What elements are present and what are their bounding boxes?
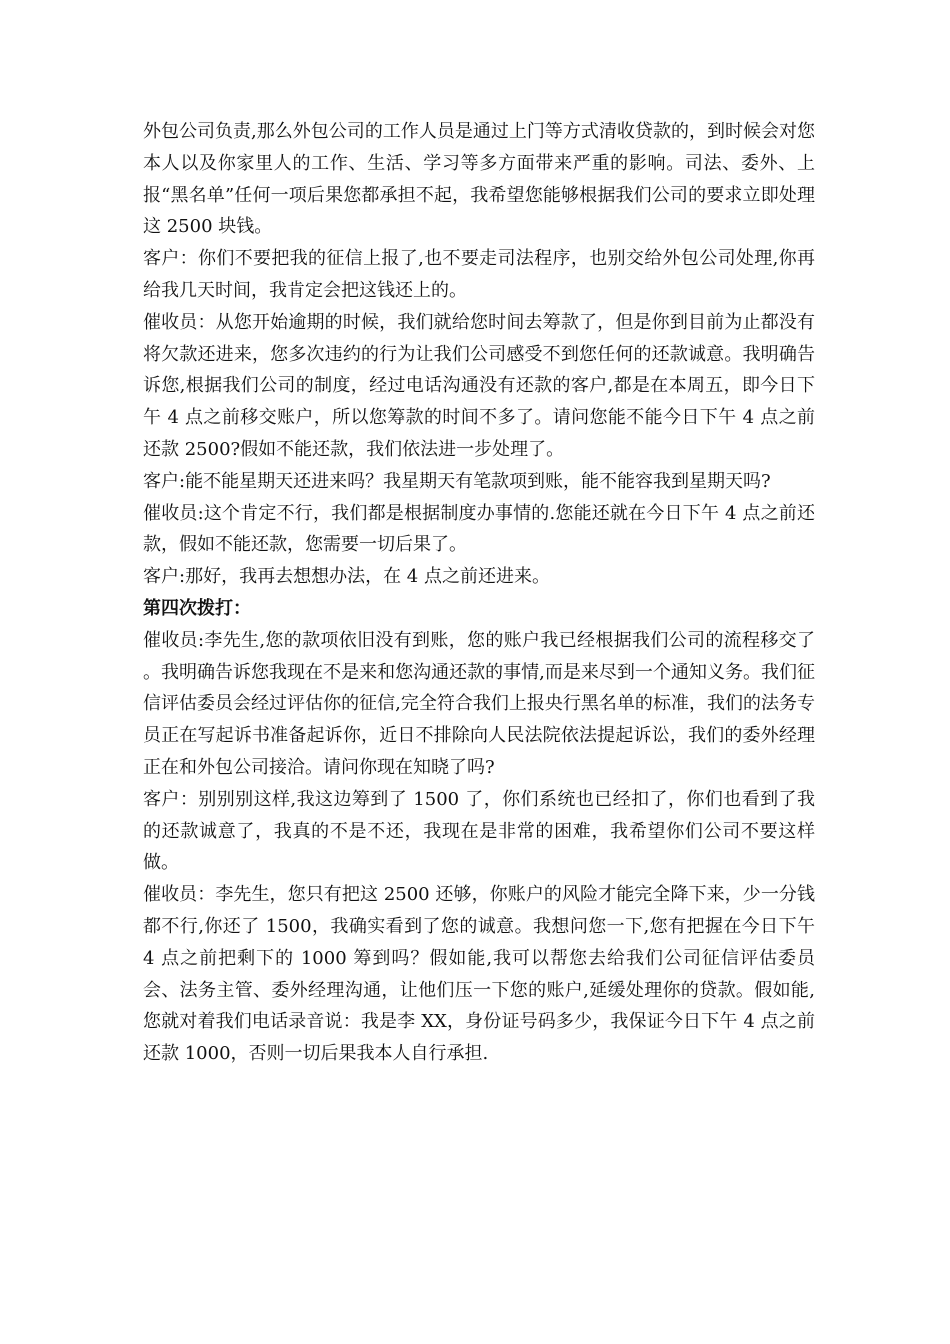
paragraph-consequences: 外包公司负责,那么外包公司的工作人员是通过上门等方式清收贷款的，到时候会对您本人以及你家里人的工作、生活、学习等多方面带来严重的影响。司法、委外、上报“黑名单”任何一项后果您都承担不起，我希望您能够根据我们公司的要求立即处理这 2500 块钱。: [143, 121, 815, 238]
paragraph-collector-deadline: 催收员：从您开始逾期的时候，我们就给您时间去筹款了，但是你到目前为止都没有将欠款还进来，您多次违约的行为让我们公司感受不到您任何的还款诚意。我明确告诉您,根据我们公司的制度，经过电话沟通没有还款的客户,都是在本周五，即今日下午 4 点之前移交账户，所以您筹款的时间不多了。请问您能不能今日下午 4 点之前还款 2500?假如不能还款，我们依法进一步处理了。: [143, 311, 815, 460]
section-heading-fourth-call: 第四次拨打：: [143, 597, 251, 619]
paragraph-collector-refusal: 催收员:这个肯定不行，我们都是根据制度办事情的.您能还就在今日下午 4 点之前还款，假如不能还款，您需要一切后果了。: [143, 502, 815, 556]
paragraph-customer-partial-payment: 客户：别别别这样,我这边筹到了 1500 了，你们系统也已经扣了，你们也看到了我的还款诚意了，我真的不是不还，我现在是非常的困难，我希望你们公司不要这样做。: [143, 788, 815, 874]
paragraph-customer-request: 客户：你们不要把我的征信上报了,也不要走司法程序，也别交给外包公司处理,你再给我几天时间，我肯定会把这钱还上的。: [143, 248, 815, 301]
document-body: [143, 116, 815, 1070]
paragraph-customer-sunday: 客户:能不能星期天还进来吗？我星期天有笔款项到账，能不能容我到星期天吗?: [143, 470, 771, 492]
paragraph-customer-agree: 客户:那好，我再去想想办法，在 4 点之前还进来。: [143, 566, 550, 588]
paragraph-collector-notice: 催收员:李先生,您的款项依旧没有到账，您的账户我已经根据我们公司的流程移交了 。我明确告诉您我现在不是来和您沟通还款的事情,而是来尽到一个通知义务。我们征信评估委员会经过评估你的征信,完全符合我们上报央行黑名单的标准，我们的法务专员正在写起诉书准备起诉你，近日不排除向人民法院依法提起诉讼，我们的委外经理正在和外包公司接洽。请问你现在知晓了吗?: [143, 629, 815, 778]
paragraph-collector-offer: 催收员：李先生，您只有把这 2500 还够，你账户的风险才能完全降下来，少一分钱都不行,你还了 1500，我确实看到了您的诚意。我想问您一下,您有把握在今日下午 4 点之前把剩下的 1000 筹到吗？假如能,我可以帮您去给我们公司征信评估委员会、法务主管、委外经理沟通，让他们压一下您的账户,延缓处理你的贷款。假如能,您就对着我们电话录音说：我是李 XX，身份证号码多少，我保证今日下午 4 点之前还款 1000，否则一切后果我本人自行承担.: [143, 884, 815, 1065]
